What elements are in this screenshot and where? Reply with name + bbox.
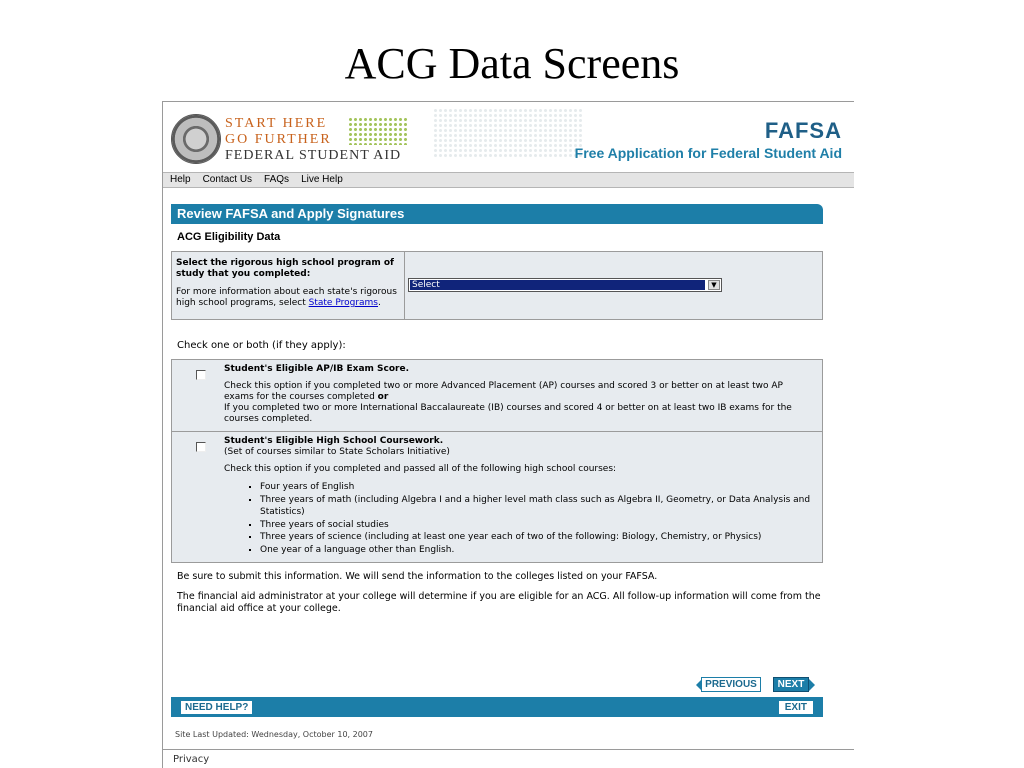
high-school-checkbox[interactable] <box>196 442 206 452</box>
footer-divider <box>163 749 854 750</box>
brand-line-2: GO FURTHER <box>225 132 332 147</box>
brand-line-1: START HERE <box>225 116 328 131</box>
option-ap-ib <box>172 360 822 431</box>
chevron-down-icon[interactable]: ▼ <box>708 280 720 290</box>
option-high-school <box>172 431 822 562</box>
program-selection-box <box>171 251 823 320</box>
high-school-intro: Check this option if you completed and passed all of the following high school courses: <box>224 464 617 474</box>
fafsa-logo <box>575 118 842 161</box>
footer-bar <box>171 697 823 717</box>
submit-note: Be sure to submit this information. We will send the information to the colleges listed on your FAFSA. <box>177 571 658 582</box>
nav-live-help[interactable]: Live Help <box>301 174 343 185</box>
fafsa-title: FAFSA <box>764 118 842 143</box>
brand-line-3: FEDERAL STUDENT AID <box>225 148 402 163</box>
need-help-button[interactable]: NEED HELP? <box>181 701 252 714</box>
high-school-title: Student's Eligible High School Coursework. <box>224 436 444 446</box>
program-info <box>176 287 400 309</box>
list-item: ▪ Three years of social studies <box>260 519 814 532</box>
next-button[interactable]: NEXT <box>773 677 809 692</box>
list-item: ▪ Three years of science (including at least one year each of two of the following: Biology, Chemistry, or Physics) <box>260 531 814 544</box>
fafsa-subtitle: Free Application for Federal Student Aid <box>574 145 842 161</box>
program-question: Select the rigorous high school program of study that you completed: <box>176 258 394 279</box>
program-select[interactable] <box>408 278 722 292</box>
last-updated: Site Last Updated: Wednesday, October 10, 2007 <box>175 730 373 739</box>
or-text: or <box>377 392 389 402</box>
eligibility-options <box>171 359 823 563</box>
state-programs-link[interactable]: State Programs <box>308 298 378 308</box>
program-select-value: Select <box>410 280 705 290</box>
ap-text: Check this option if you completed two or more Advanced Placement (AP) courses and scored 3 or better on at least two AP exams for the courses completed <box>224 381 783 402</box>
exit-button[interactable]: EXIT <box>779 701 813 714</box>
slide-title: ACG Data Screens <box>344 39 680 88</box>
check-instructions: Check one or both (if they apply): <box>177 340 346 351</box>
program-label-cell <box>172 252 405 319</box>
header-dots-decoration <box>433 108 583 158</box>
ap-ib-title: Student's Eligible AP/IB Exam Score. <box>224 364 409 374</box>
program-select-cell <box>405 252 822 319</box>
list-item: ▪ One year of a language other than English. <box>260 544 814 557</box>
section-title: Review FAFSA and Apply Signatures <box>171 204 823 224</box>
nav-help[interactable]: Help <box>170 174 191 185</box>
program-info-suffix: . <box>378 298 381 308</box>
privacy-link[interactable]: Privacy <box>173 754 210 765</box>
high-school-subtitle: (Set of courses similar to State Scholars Initiative) <box>224 447 450 457</box>
fafsa-screenshot <box>162 101 854 768</box>
section-subtitle: ACG Eligibility Data <box>177 231 281 243</box>
main-content <box>171 204 823 615</box>
brand-dots-decoration <box>348 117 408 145</box>
nav-faqs[interactable]: FAQs <box>264 174 290 185</box>
ap-ib-description <box>224 381 814 425</box>
ap-ib-checkbox[interactable] <box>196 370 206 380</box>
top-nav <box>163 172 854 188</box>
program-info-text: For more information about each state's rigorous high school programs, select <box>176 287 397 308</box>
admin-note: The financial aid administrator at your college will determine if you are eligible for an ACG. All follow-up information will come from the financial aid office at your college. <box>177 591 821 614</box>
list-item: ▪ Four years of English <box>260 481 814 494</box>
site-header <box>163 102 854 172</box>
nav-contact-us[interactable]: Contact Us <box>202 174 253 185</box>
list-item: ▪ Three years of math (including Algebra I and a higher level math class such as Algebra II, Geometry, or Data Analysis and Statistics) <box>260 494 814 519</box>
previous-button[interactable]: PREVIOUS <box>701 677 761 692</box>
ib-text: If you completed two or more International Baccalaureate (IB) courses and scored 4 or better on at least two IB exams for the courses completed. <box>224 403 792 424</box>
course-list <box>260 481 814 556</box>
department-seal-icon <box>171 114 221 164</box>
